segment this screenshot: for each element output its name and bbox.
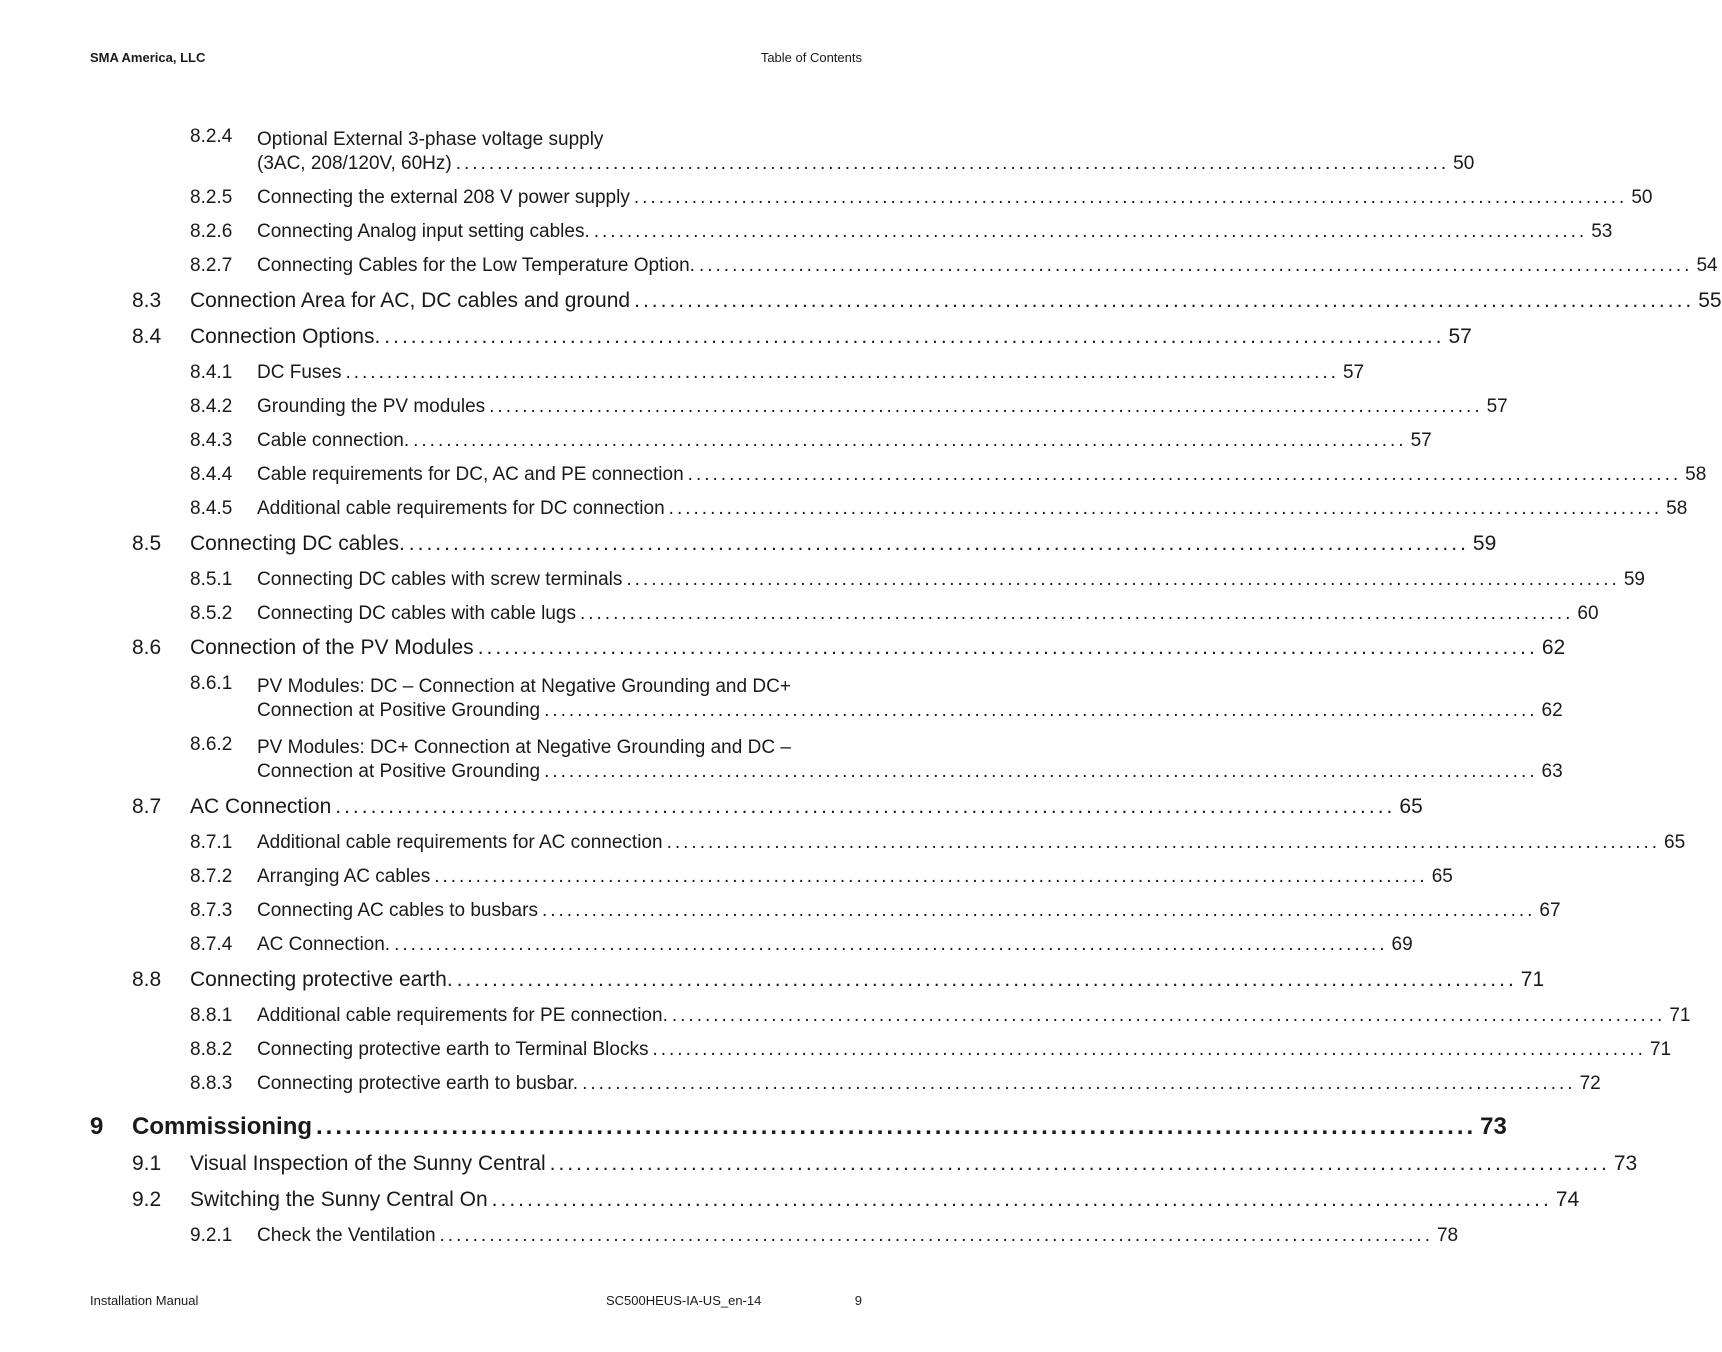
toc-entry-number: 8.8.3 bbox=[190, 1073, 233, 1094]
toc-entry-page: 50 bbox=[1631, 187, 1653, 208]
toc-entry-title: Connection Area for AC, DC cables and ground bbox=[190, 289, 631, 312]
toc-entry-page: 74 bbox=[1555, 1188, 1580, 1211]
dot-leader: ........................................................................................................................ bbox=[579, 603, 1574, 624]
toc-entry-number: 9.2.1 bbox=[190, 1225, 233, 1246]
footer-page-number: 9 bbox=[854, 1293, 862, 1308]
toc-entry[interactable] bbox=[132, 795, 1423, 819]
toc-entry-number: 8.8 bbox=[132, 968, 162, 991]
toc-entry[interactable] bbox=[132, 325, 1472, 349]
toc-entry-page: 62 bbox=[1541, 636, 1566, 659]
toc-entry-page: 73 bbox=[1480, 1113, 1507, 1140]
toc-entry-number: 9.2 bbox=[132, 1188, 162, 1211]
toc-entry[interactable] bbox=[190, 934, 1413, 956]
toc-entry[interactable] bbox=[190, 396, 1508, 418]
dot-leader: ........................................................................................................................ bbox=[439, 1225, 1433, 1246]
footer-doc-code: SC500HEUS-IA-US_en-14 bbox=[606, 1293, 762, 1308]
toc-entry[interactable] bbox=[190, 464, 1707, 486]
dot-leader: ........................................................................................................................ bbox=[489, 396, 1483, 417]
toc-entry-title: Check the Ventilation bbox=[257, 1225, 436, 1246]
toc-entry-number: 8.7.1 bbox=[190, 832, 233, 853]
toc-entry-number: 8.8.1 bbox=[190, 1005, 233, 1026]
toc-entry-number: 8.5.2 bbox=[190, 603, 233, 624]
toc-entry-title: Connecting AC cables to busbars bbox=[257, 900, 538, 921]
toc-entry-title: Connecting the external 208 V power supply bbox=[257, 187, 630, 208]
toc-entry-number: 8.2.5 bbox=[190, 187, 233, 208]
toc-entry-number: 8.6.1 bbox=[190, 673, 233, 694]
toc-entry-number: 8.2.4 bbox=[190, 126, 233, 147]
dot-leader: ........................................................................................................................ bbox=[384, 325, 1445, 348]
dot-leader: ........................................................................................................................ bbox=[335, 795, 1396, 818]
toc-entry-page: 50 bbox=[1453, 153, 1475, 174]
toc-entry-page: 67 bbox=[1539, 900, 1561, 921]
dot-leader: ........................................................................................................................ bbox=[633, 187, 1628, 208]
toc-entry-page: 57 bbox=[1448, 325, 1472, 348]
toc-entry-number: 8.5 bbox=[132, 532, 162, 555]
dot-leader: ........................................................................................................................ bbox=[668, 498, 1663, 519]
toc-entry-title: Cable requirements for DC, AC and PE connection bbox=[257, 464, 684, 485]
dot-leader: ........................................................................................................................ bbox=[687, 464, 1682, 485]
toc-entry-title: Connecting DC cables. bbox=[190, 532, 405, 555]
dot-leader: ........................................................................................................................ bbox=[408, 532, 1469, 555]
toc-entry-title: Visual Inspection of the Sunny Central bbox=[190, 1152, 546, 1175]
toc-entry[interactable] bbox=[190, 1073, 1601, 1095]
dot-leader: ........................................................................................................................ bbox=[434, 866, 1428, 887]
toc-entry-number: 8.6.2 bbox=[190, 734, 233, 755]
toc-entry-page: 57 bbox=[1486, 396, 1508, 417]
toc-entry-page: 58 bbox=[1666, 498, 1688, 519]
toc-entry-page: 55 bbox=[1698, 289, 1722, 312]
toc-entry-title: Commissioning bbox=[132, 1113, 313, 1140]
toc-entry-title: AC Connection. bbox=[257, 934, 391, 955]
toc-entry-title: Connection at Positive Grounding bbox=[257, 761, 541, 782]
dot-leader: ........................................................................................................................ bbox=[345, 362, 1339, 383]
dot-leader: ........................................................................................................................ bbox=[541, 900, 1536, 921]
dot-leader: ........................................................................................................................ bbox=[634, 289, 1695, 312]
dot-leader: ........................................................................................................................ bbox=[671, 1005, 1666, 1026]
toc-entry-page: 58 bbox=[1685, 464, 1707, 485]
toc-entry-page: 65 bbox=[1431, 866, 1453, 887]
toc-entry[interactable] bbox=[132, 1152, 1638, 1176]
toc-entry-title: Grounding the PV modules bbox=[257, 396, 486, 417]
toc-entry-page: 59 bbox=[1623, 569, 1645, 590]
toc-entry[interactable] bbox=[132, 636, 1566, 660]
toc-entry[interactable] bbox=[132, 1188, 1580, 1212]
toc-entry-title: Connecting protective earth to Terminal Blocks bbox=[257, 1039, 649, 1060]
toc-entry-number: 8.3 bbox=[132, 289, 162, 312]
toc-entry[interactable] bbox=[190, 255, 1718, 277]
toc-entry[interactable] bbox=[190, 1005, 1691, 1027]
toc-entry[interactable] bbox=[132, 968, 1545, 992]
toc-entry[interactable] bbox=[132, 289, 1722, 313]
toc-chapter-entry[interactable] bbox=[90, 1113, 1507, 1141]
dot-leader: ........................................................................................................................ bbox=[593, 221, 1588, 242]
toc-entry[interactable] bbox=[190, 221, 1613, 243]
toc-entry-number: 8.4.2 bbox=[190, 396, 233, 417]
toc-entry-page: 73 bbox=[1613, 1152, 1638, 1175]
toc-entry-page: 71 bbox=[1649, 1039, 1672, 1060]
toc-entry[interactable] bbox=[190, 900, 1561, 922]
toc-entry-page: 71 bbox=[1669, 1005, 1691, 1026]
toc-entry-page: 63 bbox=[1541, 761, 1563, 782]
toc-entry-title-line1: Optional External 3-phase voltage supply bbox=[257, 129, 604, 150]
toc-entry-title: Connecting Cables for the Low Temperature Option. bbox=[257, 255, 695, 276]
toc-entry-title: Additional cable requirements for PE connection. bbox=[257, 1005, 668, 1026]
footer-manual-title: Installation Manual bbox=[90, 1293, 199, 1308]
toc-entry-page: 60 bbox=[1577, 603, 1599, 624]
dot-leader: ........................................................................................................................ bbox=[652, 1039, 1646, 1060]
toc-entry-number: 9 bbox=[90, 1113, 104, 1140]
toc-entry[interactable] bbox=[190, 832, 1686, 854]
dot-leader: ........................................................................................................................ bbox=[544, 761, 1538, 782]
dot-leader: ........................................................................................................................ bbox=[477, 636, 1538, 659]
toc-entry-title: Connecting DC cables with screw terminals bbox=[257, 569, 623, 590]
toc-entry-title: Additional cable requirements for DC connection bbox=[257, 498, 665, 519]
toc-entry-title: Connecting Analog input setting cables. bbox=[257, 221, 590, 242]
toc-entry-number: 8.4 bbox=[132, 325, 162, 348]
toc-entry-page: 53 bbox=[1591, 221, 1613, 242]
toc-entry-title: Switching the Sunny Central On bbox=[190, 1188, 488, 1211]
toc-entry[interactable] bbox=[190, 673, 1563, 722]
dot-leader: ........................................................................................................................ bbox=[413, 430, 1407, 451]
toc-entry[interactable] bbox=[190, 362, 1365, 384]
dot-leader: ........................................................................................................................ bbox=[582, 1073, 1576, 1094]
toc-entry-number: 8.4.3 bbox=[190, 430, 233, 451]
toc-entry-page: 57 bbox=[1410, 430, 1432, 451]
toc-entry-title-line1: PV Modules: DC+ Connection at Negative Grounding and DC – bbox=[257, 737, 791, 758]
toc-entry-title: Additional cable requirements for AC connection bbox=[257, 832, 663, 853]
toc-entry[interactable] bbox=[190, 1039, 1672, 1061]
toc-entry-page: 71 bbox=[1520, 968, 1545, 991]
toc-entry-number: 8.6 bbox=[132, 636, 162, 659]
toc-entry-title: DC Fuses bbox=[257, 362, 342, 383]
dot-leader: ........................................................................................................................ bbox=[698, 255, 1693, 276]
toc-entry[interactable] bbox=[190, 1225, 1459, 1247]
toc-entry-number: 8.7.2 bbox=[190, 866, 233, 887]
dot-leader: ........................................................................................................................ bbox=[455, 153, 1450, 174]
dot-leader: ........................................................................................................................ bbox=[456, 968, 1517, 991]
toc-entry[interactable] bbox=[190, 866, 1453, 888]
toc-entry-title: Arranging AC cables bbox=[257, 866, 431, 887]
toc-entry[interactable] bbox=[190, 603, 1599, 625]
toc-entry-number: 8.4.1 bbox=[190, 362, 233, 383]
toc-entry-page: 62 bbox=[1541, 700, 1563, 721]
toc-entry-title: AC Connection bbox=[190, 795, 332, 818]
toc-entry-title: Connection Options. bbox=[190, 325, 381, 348]
toc-entry-number: 8.2.6 bbox=[190, 221, 233, 242]
running-header-section: Table of Contents bbox=[760, 50, 862, 65]
toc-entry-title: (3AC, 208/120V, 60Hz) bbox=[257, 153, 452, 174]
toc-entry-title: Connection at Positive Grounding bbox=[257, 700, 541, 721]
dot-leader: ........................................................................................................................ bbox=[626, 569, 1620, 590]
toc-entry[interactable] bbox=[190, 734, 1563, 783]
toc-entry-number: 8.7.4 bbox=[190, 934, 233, 955]
toc-entry-title: Cable connection. bbox=[257, 430, 410, 451]
toc-entry-number: 8.7.3 bbox=[190, 900, 233, 921]
toc-entry-title: Connecting DC cables with cable lugs bbox=[257, 603, 576, 624]
dot-leader: ........................................................................................................................ bbox=[666, 832, 1661, 853]
dot-leader: ........................................................................................................................ bbox=[549, 1152, 1610, 1175]
toc-entry[interactable] bbox=[190, 187, 1653, 209]
toc-entry-title-line1: PV Modules: DC – Connection at Negative Grounding and DC+ bbox=[257, 676, 791, 697]
toc-entry-number: 8.2.7 bbox=[190, 255, 233, 276]
toc-entry-number: 8.4.5 bbox=[190, 498, 233, 519]
toc-entry-page: 65 bbox=[1664, 832, 1686, 853]
toc-entry-number: 8.8.2 bbox=[190, 1039, 233, 1060]
toc-entry-page: 65 bbox=[1399, 795, 1423, 818]
toc-entry-number: 9.1 bbox=[132, 1152, 162, 1175]
dot-leader: ........................................................................................................................ bbox=[394, 934, 1388, 955]
toc-entry[interactable] bbox=[190, 126, 1475, 175]
toc-entry-title: Connecting protective earth to busbar. bbox=[257, 1073, 579, 1094]
toc-entry[interactable] bbox=[132, 532, 1497, 556]
running-header-company: SMA America, LLC bbox=[90, 50, 206, 65]
toc-entry[interactable] bbox=[190, 569, 1645, 591]
toc-entry-page: 69 bbox=[1391, 934, 1413, 955]
toc-entry-page: 59 bbox=[1472, 532, 1497, 555]
toc-entry-page: 54 bbox=[1696, 255, 1718, 276]
toc-entry-number: 8.7 bbox=[132, 795, 162, 818]
toc-entry-page: 57 bbox=[1342, 362, 1365, 383]
dot-leader: ........................................................................................................................ bbox=[544, 700, 1538, 721]
toc-entry-page: 72 bbox=[1579, 1073, 1601, 1094]
dot-leader: ........................................................................................................................ bbox=[316, 1113, 1477, 1140]
toc-entry-number: 8.4.4 bbox=[190, 464, 233, 485]
toc-entry-number: 8.5.1 bbox=[190, 569, 233, 590]
toc-entry-title: Connecting protective earth. bbox=[190, 968, 453, 991]
toc-entry-title: Connection of the PV Modules bbox=[190, 636, 474, 659]
dot-leader: ........................................................................................................................ bbox=[491, 1188, 1552, 1211]
toc-entry[interactable] bbox=[190, 498, 1688, 520]
toc-entry-page: 78 bbox=[1436, 1225, 1459, 1246]
toc-entry[interactable] bbox=[190, 430, 1432, 452]
